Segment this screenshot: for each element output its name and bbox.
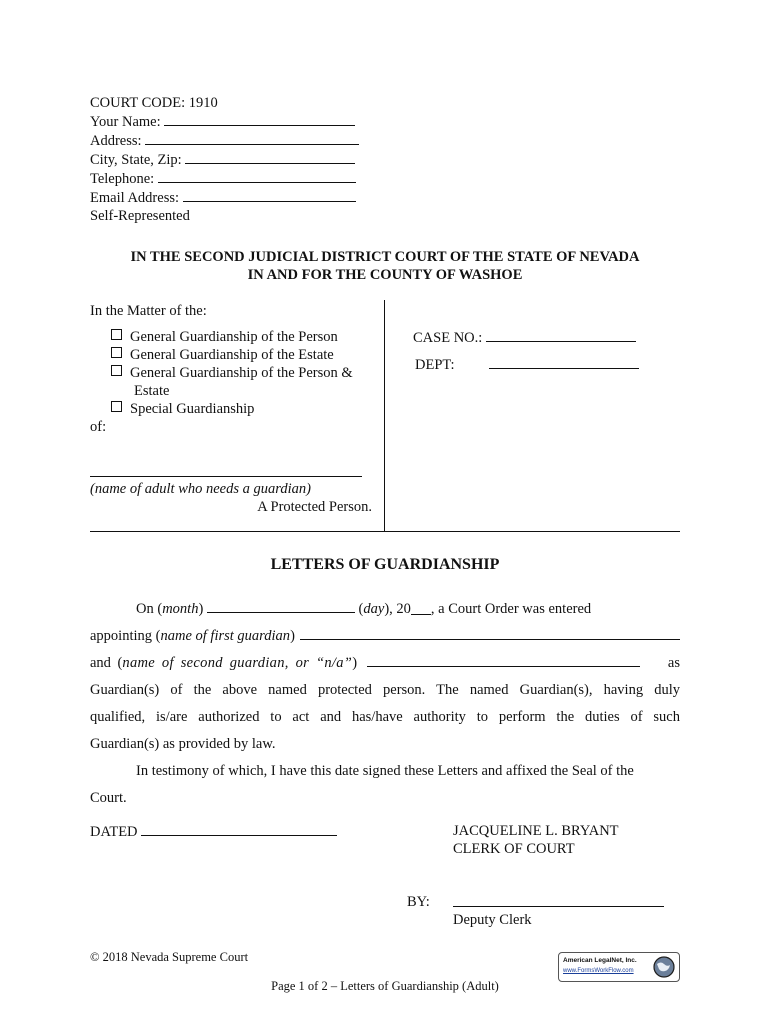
globe-icon [652,955,676,979]
guardianship-options [111,328,381,418]
deputy-clerk-label: Deputy Clerk [453,912,532,928]
dated-field[interactable]: DATED [90,822,337,841]
caption-divider [384,300,385,531]
court-heading-line2: IN AND FOR THE COUNTY OF WASHOE [247,267,523,283]
page-footer: Page 1 of 2 – Letters of Guardianship (Adult) [271,979,499,993]
option-person-estate-cont: Estate [134,383,170,399]
first-guardian-line[interactable] [300,626,680,640]
clerk-name: JACQUELINE L. BRYANT [453,823,619,839]
case-no-field[interactable]: CASE NO.: [413,328,636,347]
of-label: of: [90,419,107,435]
option-estate[interactable]: General Guardianship of the Estate [111,346,381,364]
caption-bottom-rule [90,531,680,532]
clerk-title: CLERK OF COURT [453,841,575,857]
court-code: COURT CODE: 1910 [90,95,218,111]
body-line-7: In testimony of which, I have this date signed these Letters and affixed the Seal of the [136,763,634,779]
deputy-signature-line[interactable] [453,906,664,907]
dept-line[interactable] [489,355,639,369]
body-paragraph [90,596,680,812]
body-line-8: Court. [90,790,127,806]
body-line-1: On (month) (day), 20 , a Court Order was entered [136,601,592,617]
case-no-line[interactable] [486,328,636,342]
in-matter-label: In the Matter of the: [90,303,207,319]
logo-name: American LegalNet, Inc. [563,957,637,964]
protected-person-name-line[interactable] [90,476,362,477]
clerk-block [453,822,619,858]
dept-field[interactable]: DEPT: [415,355,639,374]
header-block [90,94,359,225]
dated-line[interactable] [141,822,337,836]
body-line-4: Guardian(s) of the above named protected person. The named Guardian(s), having duly [90,682,680,698]
your-name-field[interactable]: Your Name: [90,112,359,131]
document-title: LETTERS OF GUARDIANSHIP [270,556,500,573]
your-name-line[interactable] [164,112,355,126]
month-line[interactable] [207,599,355,613]
option-person[interactable]: General Guardianship of the Person [111,328,381,346]
email-field[interactable]: Email Address: [90,188,359,207]
telephone-line[interactable] [158,169,356,183]
copyright: © 2018 Nevada Supreme Court [90,950,249,964]
city-state-zip-line[interactable] [185,150,355,164]
logo-url: www.FormsWorkFlow.com [563,968,634,974]
year-line[interactable] [411,601,431,615]
address-line[interactable] [145,131,359,145]
body-line-5: qualified, is/are authorized to act and has/have authority to perform the duties of such [90,709,680,725]
email-line[interactable] [183,188,356,202]
option-person-estate[interactable]: General Guardianship of the Person & [111,364,381,382]
body-line-2: appointing ( name of first guardian ) [90,623,680,650]
option-special[interactable]: Special Guardianship [111,400,381,418]
name-note: (name of adult who needs a guardian) [90,481,311,497]
checkbox-icon[interactable] [111,347,122,358]
body-line-3: and ( name of second guardian, or “n/a” ) as [90,655,680,671]
self-represented: Self-Represented [90,208,190,224]
american-legalnet-logo [558,952,680,982]
protected-person-label: A Protected Person. [257,499,372,515]
by-label: BY: [407,894,430,910]
address-field[interactable]: Address: [90,131,359,150]
telephone-field[interactable]: Telephone: [90,169,359,188]
court-heading [90,248,680,284]
body-line-6: Guardian(s) as provided by law. [90,736,276,752]
checkbox-icon[interactable] [111,401,122,412]
checkbox-icon[interactable] [111,329,122,340]
court-heading-line1: IN THE SECOND JUDICIAL DISTRICT COURT OF THE STATE OF NEVADA [130,249,640,265]
city-state-zip-field[interactable]: City, State, Zip: [90,150,359,169]
checkbox-icon[interactable] [111,365,122,376]
second-guardian-line[interactable] [367,653,640,667]
